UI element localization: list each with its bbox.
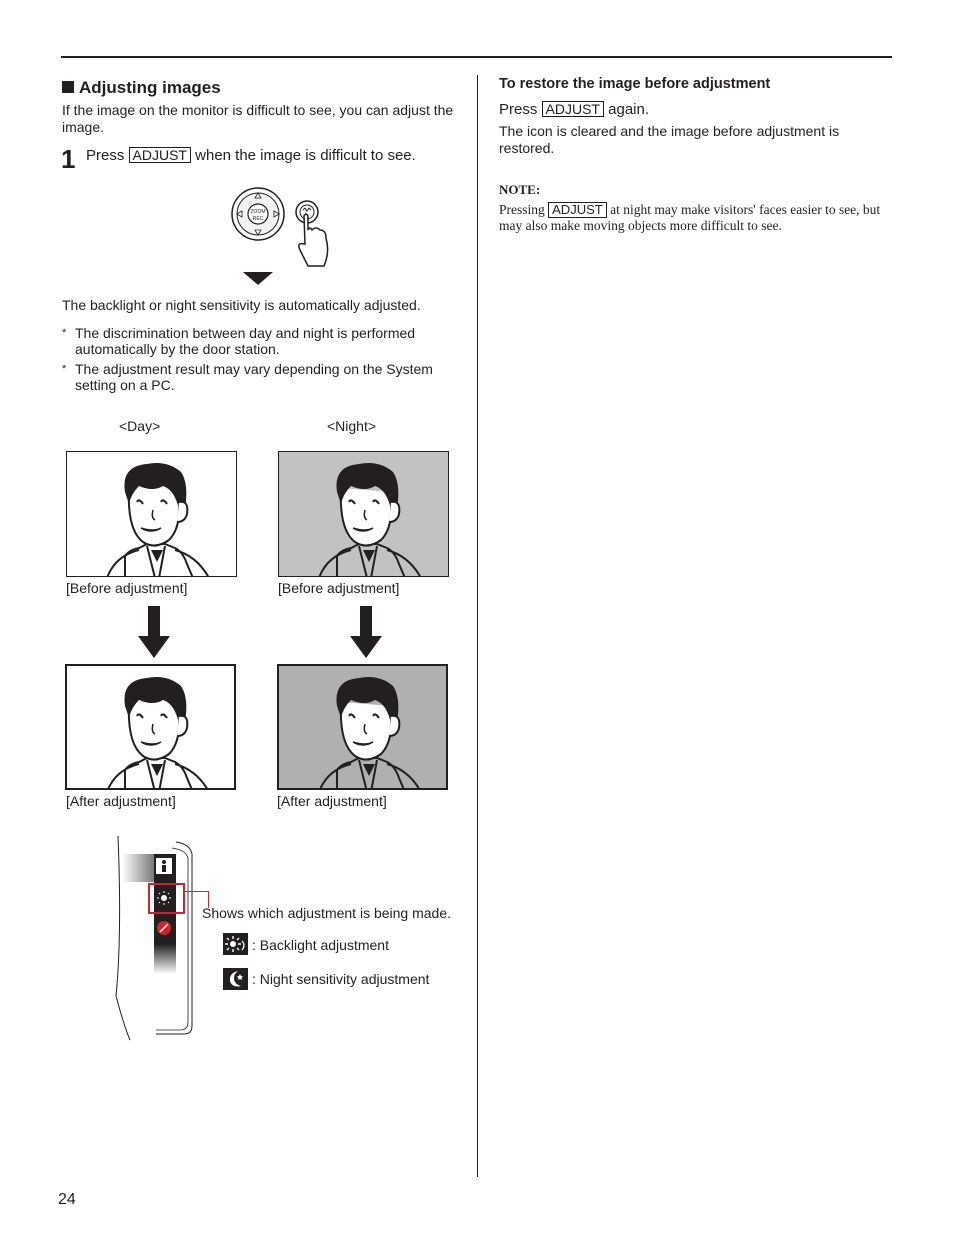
indicator-description: Shows which adjustment is being made.	[202, 905, 452, 921]
list-item: * The adjustment result may vary depending on the System setting on a PC.	[62, 361, 433, 393]
page-number: 24	[58, 1191, 76, 1208]
indicator-highlight	[148, 883, 185, 914]
day-after-caption: [After adjustment]	[66, 793, 176, 809]
down-triangle-icon	[243, 272, 273, 285]
adjust-button-label: ADJUST	[548, 202, 607, 218]
night-after-caption: [After adjustment]	[277, 793, 387, 809]
list-item: * The discrimination between day and night is performed automatically by the door station.	[62, 325, 416, 357]
column-divider	[477, 75, 478, 1177]
section-title: Adjusting images	[62, 78, 221, 98]
legend-night-label: : Night sensitivity adjustment	[252, 971, 430, 987]
section-intro: If the image on the monitor is difficult to see, you can adjust the image.	[62, 102, 454, 135]
day-after-image	[65, 664, 236, 790]
monitor-edge-illustration	[110, 836, 210, 1042]
note-heading: NOTE:	[499, 182, 541, 197]
night-before-image	[278, 451, 449, 577]
day-heading: <Day>	[119, 418, 161, 434]
monitor-keypad-illustration	[230, 186, 330, 272]
restore-heading: To restore the image before adjustment	[499, 76, 771, 92]
night-heading: <Night>	[327, 418, 377, 434]
svg-text:REC: REC	[252, 216, 264, 222]
adjust-button-label: ADJUST	[542, 101, 604, 117]
night-sensitivity-icon	[223, 968, 248, 990]
night-before-caption: [Before adjustment]	[278, 580, 400, 596]
down-arrow-icon	[350, 606, 382, 658]
restore-instruction: Press ADJUST again.	[499, 101, 650, 118]
restore-body: The icon is cleared and the image before adjustment is restored.	[499, 123, 840, 156]
result-text: The backlight or night sensitivity is automatically adjusted.	[62, 297, 421, 313]
day-before-image	[66, 451, 237, 577]
note-list	[62, 325, 462, 397]
down-arrow-icon	[138, 606, 170, 658]
night-after-image	[277, 664, 448, 790]
day-before-caption: [Before adjustment]	[66, 580, 188, 596]
legend-backlight-label: : Backlight adjustment	[252, 937, 389, 953]
square-bullet-icon	[62, 81, 74, 93]
top-rule	[61, 56, 892, 58]
step-number: 1	[61, 144, 76, 174]
note-body: Pressing ADJUST at night may make visitors' faces easier to see, but may also make moving objects more difficult to see.	[499, 202, 881, 233]
svg-text:ZOOM: ZOOM	[250, 209, 266, 215]
adjust-button-label: ADJUST	[129, 147, 191, 163]
step-instruction: Press ADJUST when the image is difficult to see.	[86, 147, 416, 164]
backlight-icon	[223, 933, 248, 955]
